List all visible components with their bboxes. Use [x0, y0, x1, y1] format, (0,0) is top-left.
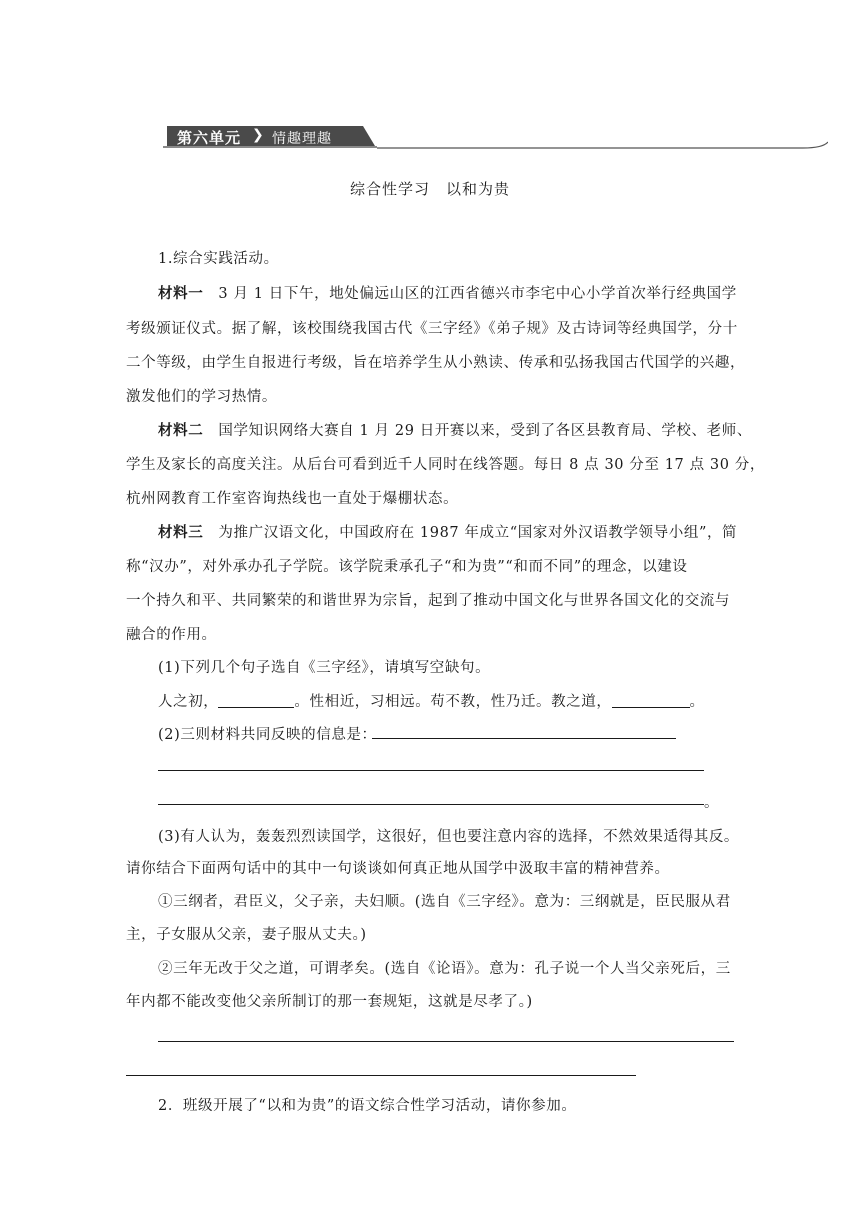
section-label: 情趣理趣	[272, 131, 332, 147]
question-2-heading: 2．班级开展了“以和为贵”的语文综合性学习活动，请你参加。	[158, 1098, 577, 1114]
material-3-line-3: 一个持久和平、共同繁荣的和谐世界为宗旨，起到了推动中国文化与世界各国文化的交流与	[126, 593, 730, 609]
answer-line-3b[interactable]	[126, 1075, 636, 1076]
option-1-line-1: ①三纲者，君臣义，父子亲，夫妇顺。(选自《三字经》。意为：三纲就是，臣民服从君	[158, 894, 731, 910]
material-1-label: 材料一	[158, 285, 204, 302]
answer-line-2b[interactable]	[158, 770, 704, 771]
sub-question-3-line-2: 请你结合下面两句话中的其中一句谈谈如何真正地从国学中汲取丰富的精神营养。	[126, 861, 670, 877]
sub-question-3-line-1: (3)有人认为，轰轰烈烈读国学，这很好，但也要注意内容的选择，不然效果适得其反。	[158, 829, 740, 845]
material-2-line-1	[158, 419, 752, 440]
sub-2-period: 。	[704, 795, 720, 811]
material-1-line-1	[158, 282, 737, 303]
material-2-line-2: 学生及家长的高度关注。从后台可看到近千人同时在线答题。每日 8 点 30 分至 17 点 30 分，	[126, 457, 765, 473]
material-1-text-1: 3 月 1 日下午，地处偏远山区的江西省德兴市李宅中心小学首次举行经典国学	[203, 286, 737, 302]
sub-1-part-a: 人之初，	[158, 694, 219, 710]
answer-line-2a[interactable]	[372, 738, 676, 739]
unit-label: 第六单元	[177, 129, 242, 147]
material-1-line-2: 考级颁证仪式。据了解，该校围绕我国古代《三字经》《弟子规》及古诗词等经典国学，分十	[126, 321, 738, 337]
sub-1-part-b: 。性相近，习相远。苟不教，性乃迁。教之道，	[294, 694, 612, 710]
sub-question-1-fill-line	[158, 690, 705, 711]
chevron-right-icon: ❯	[252, 127, 264, 143]
option-2-line-2: 年内都不能改变他父亲所制订的那一套规矩，这就是尽孝了。)	[126, 994, 533, 1010]
material-3-text-1: 为推广汉语文化，中国政府在 1987 年成立“国家对外汉语教学领导小组”，简	[203, 525, 738, 541]
material-1-line-3: 二个等级，由学生自报进行考级，旨在培养学生从小熟读、传承和弘扬我国古代国学的兴趣，	[126, 355, 746, 371]
material-3-label: 材料三	[158, 524, 204, 541]
material-3-line-4: 融合的作用。	[126, 627, 217, 643]
answer-line-2c[interactable]	[158, 804, 704, 805]
material-3-line-1	[158, 521, 737, 542]
sub-question-2: (2)三则材料共同反映的信息是：	[158, 727, 377, 743]
material-2-label: 材料二	[158, 422, 204, 439]
option-1-line-2: 主，子女服从父亲，妻子服从丈夫。)	[126, 927, 367, 943]
answer-blank-2[interactable]	[612, 693, 690, 708]
option-2-line-1: ②三年无改于父之道，可谓孝矣。(选自《论语》。意为：孔子说一个人当父亲死后，三	[158, 961, 731, 977]
question-1-heading: 1.综合实践活动。	[158, 251, 279, 267]
material-2-text-1: 国学知识网络大赛自 1 月 29 日开赛以来，受到了各区县教育局、学校、老师、	[203, 423, 752, 439]
sub-1-part-c: 。	[689, 694, 705, 710]
answer-blank-1[interactable]	[218, 693, 294, 708]
material-2-line-3: 杭州网教育工作室咨询热线也一直处于爆棚状态。	[126, 491, 459, 507]
material-1-line-4: 激发他们的学习热情。	[126, 389, 277, 405]
sub-question-1: (1)下列几个句子选自《三字经》，请填写空缺句。	[158, 660, 491, 676]
unit-header-banner	[163, 124, 828, 156]
answer-line-3a[interactable]	[158, 1041, 734, 1042]
page-title: 综合性学习 以和为贵	[349, 180, 510, 198]
material-3-line-2: 称“汉办”，对外承办孔子学院。该学院秉承孔子“和为贵”“和而不同”的理念，以建设	[126, 559, 688, 575]
